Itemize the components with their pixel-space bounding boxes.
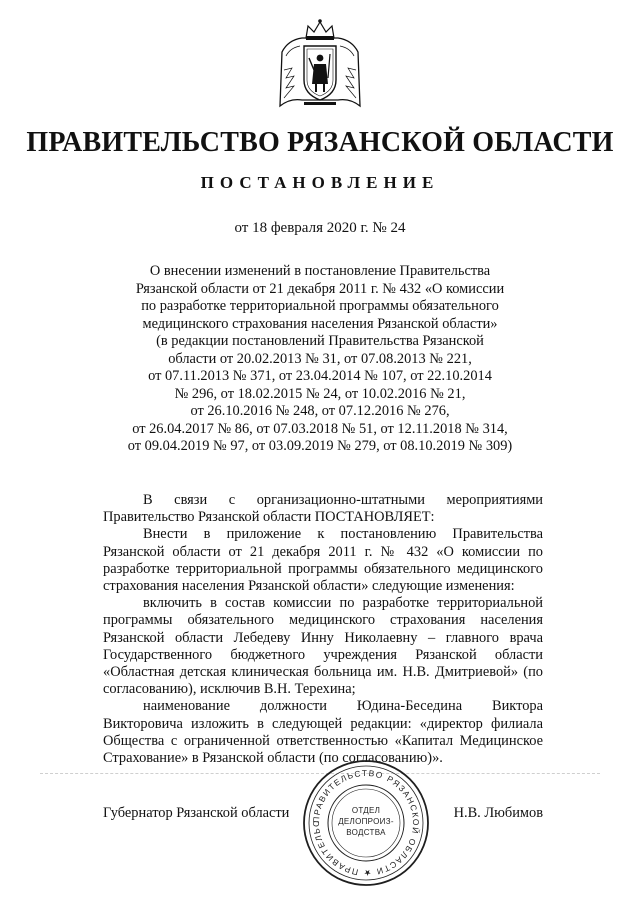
subject-line: от 07.11.2013 № 371, от 23.04.2014 № 107, от 22.10.2014 (148, 368, 492, 384)
svg-text:ПРАВИТЕЛЬСТВО РЯЗАНСКОЙ ОБЛАСТ: ПРАВИТЕЛЬСТВО РЯЗАНСКОЙ ОБЛАСТИ ★ ПРАВИТЕЛЬС (310, 767, 422, 879)
subject-line: по разработке территориальной программы обязательного (141, 298, 499, 314)
seal-center-line: ДЕЛОПРОИЗ- (338, 817, 394, 826)
subject-line: (в редакции постановлений Правительства Рязанской (156, 333, 484, 349)
body-paragraph-amendment: Внести в приложение к постановлению Правительства Рязанской области от 21 декабря 2011 г. № 432 «О комиссии по разработке территориальной программы обязательного медицинского страхования населения Рязанской области» следующие изменения: (103, 526, 543, 595)
subject-line: области от 20.02.2013 № 31, от 07.08.2013 № 221, (168, 350, 472, 367)
document-type: ПОСТАНОВЛЕНИЕ (200, 173, 440, 192)
document-body (103, 492, 543, 767)
seal-center-line: ВОДСТВА (346, 828, 386, 837)
subject-line: от 26.10.2016 № 248, от 07.12.2016 № 276, (190, 403, 450, 419)
official-seal-icon (301, 758, 431, 888)
seal-center-line: ОТДЕЛ (351, 806, 381, 815)
seal-center-text (301, 805, 431, 838)
subject-line: О внесении изменений в постановление Правительства (149, 263, 491, 279)
subject-line: № 296, от 18.02.2015 № 24, от 10.02.2016 № 21, (174, 385, 466, 402)
government-title: ПРАВИТЕЛЬСТВО РЯЗАНСКОЙ ОБЛАСТИ (26, 127, 614, 158)
subject-line: от 26.04.2017 № 86, от 07.03.2018 № 51, от 12.11.2018 № 314, (132, 420, 508, 437)
document-date-number: от 18 февраля 2020 г. № 24 (234, 220, 406, 236)
body-paragraph-preamble: В связи с организационно-штатными мероприятиями Правительство Рязанской области ПОСТАНОВЛЯЕТ: (103, 492, 543, 526)
signatory-position: Губернатор Рязанской области (103, 805, 290, 821)
body-paragraph-rename: наименование должности Юдина-Беседина Виктора Викторовича изложить в следующей редакции: «директор филиала Общества с ограниченной ответственностью «Капитал Медицинское Страхование» в Рязанской области (по согласованию)». (103, 698, 543, 767)
subject-line: медицинского страхования населения Рязанской области» (142, 315, 498, 332)
subject-line: Рязанской области от 21 декабря 2011 г. № 432 «О комиссии (135, 280, 505, 297)
signatory-name: Н.В. Любимов (453, 805, 543, 821)
document-subject (80, 263, 560, 456)
ryazan-coat-of-arms-icon (278, 18, 362, 116)
subject-line: от 09.04.2019 № 97, от 03.09.2019 № 279, от 08.10.2019 № 309) (127, 438, 513, 454)
body-paragraph-include: включить в состав комиссии по разработке территориальной программы обязательного медицинского страхования населения Рязанской области Лебедеву Инну Николаевну – главного врача Государственного бюджетного учреждения Рязанской области «Областная детская клиническая больница им. Н.В. Дмитриевой» (по согласованию), исключив В.Н. Терехина; (103, 595, 543, 698)
